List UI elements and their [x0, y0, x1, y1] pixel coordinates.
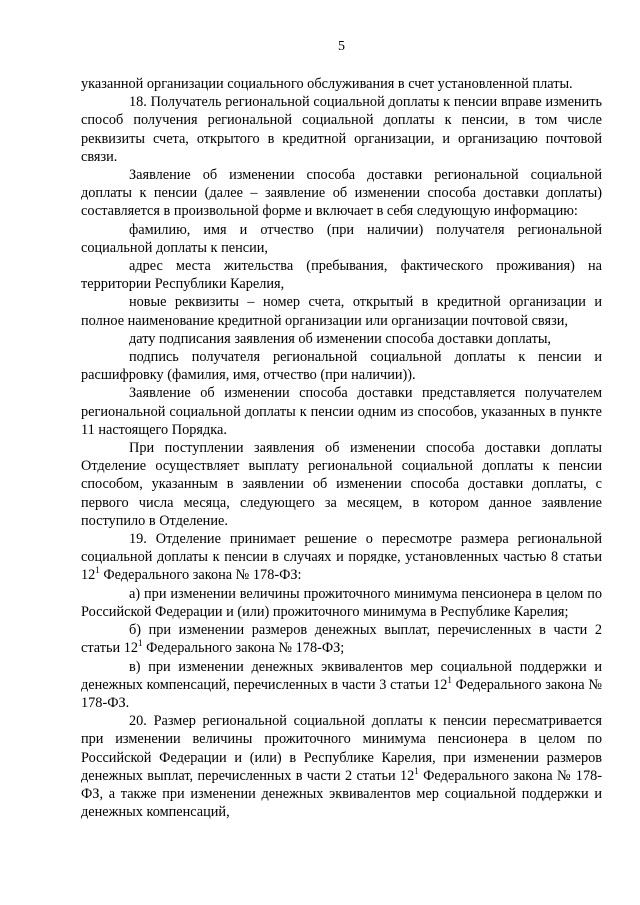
- list-item-address: адрес места жительства (пребывания, фактического проживания) на территории Республики Карелия,: [81, 258, 602, 293]
- paragraph-continuation: указанной организации социального обслуживания в счет установленной платы.: [81, 76, 573, 92]
- list-item-signing-date: дату подписания заявления об изменении способа доставки доплаты,: [129, 330, 552, 347]
- paragraph-submission: Заявление об изменении способа доставки представляется получателем региональной социальной доплаты к пенсии одним из способов, указанных в пункте 11 настоящего Порядка.: [81, 385, 602, 438]
- subitem-c-text-end: Федерального закона № 178-ФЗ.: [81, 676, 602, 711]
- superscript: 1: [138, 638, 143, 649]
- subitem-b-text: б) при изменении размеров денежных выплат, перечисленных в части 2 статьи 12: [81, 622, 602, 657]
- superscript: 1: [95, 565, 100, 576]
- paragraph-19-text: 19. Отделение принимает решение о пересмотре размера региональной социальной доплаты к пенсии в случаях и порядке, установленных частью 8 статьи 12: [81, 531, 602, 584]
- paragraph-application-content: Заявление об изменении способа доставки региональной социальной доплаты к пенсии (далее – заявление об изменении способа доставки доплаты) составляется в произвольной форме и включает в себя следующую информацию:: [81, 167, 602, 220]
- subitem-c-text: в) при изменении денежных эквивалентов мер социальной поддержки и денежных компенсаций, перечисленных в части 3 статьи 12: [81, 658, 602, 693]
- paragraph-18: 18. Получатель региональной социальной доплаты к пенсии вправе изменить способ получения региональной социальной доплаты к пенсии, в том числе реквизиты счета, открытого в кредитной организации, и организацию почтовой связи.: [81, 94, 602, 165]
- paragraph-19: [81, 530, 602, 585]
- page-number: 5: [338, 39, 345, 54]
- paragraph-20: [81, 712, 602, 821]
- list-item-signature: подпись получателя региональной социальной доплаты к пенсии и расшифровку (фамилия, имя, отчество (при наличии)).: [81, 349, 602, 384]
- paragraph-20-text: 20. Размер региональной социальной доплаты к пенсии пересматривается при изменении величины прожиточного минимума пенсионера в целом по Российской Федерации и (или) в Республике Карелия, при изменении размеров денежных выплат, перечисленных в части 2 статьи 12: [81, 713, 602, 784]
- paragraph-20-text-end: Федерального закона № 178-ФЗ, а также при изменении денежных эквивалентов мер социальной поддержки и денежных компенсаций,: [81, 767, 603, 821]
- list-item-full-name: фамилию, имя и отчество (при наличии) получателя региональной социальной доплаты к пенсии,: [81, 221, 602, 256]
- subitem-a: а) при изменении величины прожиточного минимума пенсионера в целом по Российской Федерации и (или) прожиточного минимума в Республике Карелия;: [81, 585, 602, 620]
- paragraph-19-text-end: Федерального закона № 178-ФЗ:: [99, 567, 302, 584]
- subitem-c: [81, 658, 602, 713]
- superscript: 1: [447, 674, 452, 685]
- subitem-b-text-end: Федерального закона № 178-ФЗ;: [142, 640, 345, 657]
- subitem-b: [81, 621, 602, 657]
- superscript: 1: [414, 765, 419, 776]
- paragraph-payment-change: При поступлении заявления об изменении способа доставки доплаты Отделение осуществляет выплату региональной социальной доплаты к пенсии способом, указанным в заявлении об изменении способа доставки доплаты, с первого числа месяца, следующего за месяцем, в котором данное заявление поступило в Отделение.: [81, 440, 602, 529]
- list-item-new-details: новые реквизиты – номер счета, открытый в кредитной организации и полное наименование кредитной организации или организации почтовой связи,: [81, 294, 602, 329]
